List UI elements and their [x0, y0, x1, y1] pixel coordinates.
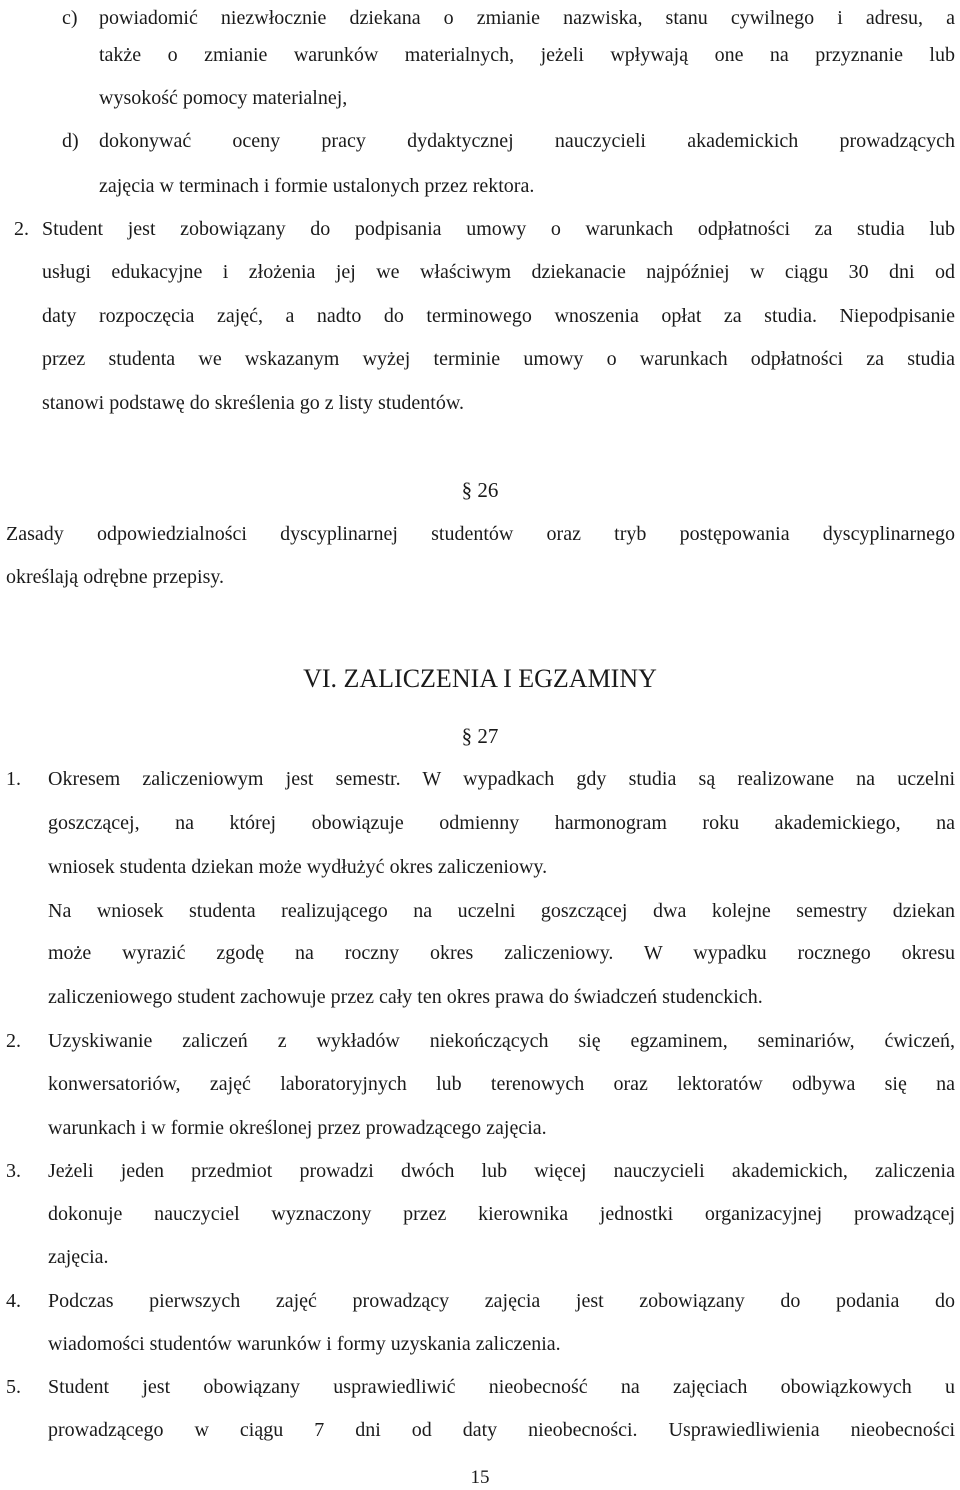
list-marker-3: 3.	[6, 1160, 21, 1182]
item-2-line-5: stanowi podstawę do skreślenia go z listy studentów.	[42, 392, 464, 414]
s27-item-1-line-4: Na wniosek studenta realizującego na uczelni goszczącej dwa kolejne semestry dziekan	[48, 900, 955, 922]
s27-item-3-line-3: zajęcia.	[48, 1246, 109, 1268]
item-d-line-1: dokonywać oceny pracy dydaktycznej nauczycieli akademickich prowadzących	[99, 130, 955, 152]
list-marker-2: 2.	[6, 1030, 21, 1052]
s27-item-1-line-1: Okresem zaliczeniowym jest semestr. W wypadkach gdy studia są realizowane na uczelni	[48, 768, 955, 790]
page-number: 15	[470, 1467, 490, 1488]
list-marker-1: 1.	[6, 768, 21, 790]
item-c-line-2: także o zmianie warunków materialnych, jeżeli wpływają one na przyznanie lub	[99, 44, 955, 66]
item-2-line-4: przez studenta we wskazanym wyżej terminie umowy o warunkach odpłatności za studia	[42, 348, 955, 370]
section-mark-27: § 27	[461, 724, 499, 748]
item-c-line-3: wysokość pomocy materialnej,	[99, 87, 348, 109]
section-26-line-2: określają odrębne przepisy.	[6, 566, 225, 588]
s27-item-3-line-1: Jeżeli jeden przedmiot prowadzi dwóch lub więcej nauczycieli akademickich, zaliczenia	[48, 1160, 955, 1182]
item-2-line-3: daty rozpoczęcia zajęć, a nadto do terminowego wnoszenia opłat za studia. Niepodpisanie	[42, 305, 955, 327]
s27-item-3-line-2: dokonuje nauczyciel wyznaczony przez kierownika jednostki organizacyjnej prowadzącej	[48, 1203, 955, 1225]
s27-item-4-line-1: Podczas pierwszych zajęć prowadzący zajęcia jest zobowiązany do podania do	[48, 1290, 955, 1312]
list-marker-c: c)	[62, 7, 78, 29]
list-marker-5: 5.	[6, 1376, 21, 1398]
item-d-line-2: zajęcia w terminach i formie ustalonych przez rektora.	[99, 175, 535, 197]
s27-item-5-line-2: prowadzącego w ciągu 7 dni od daty nieobecności. Usprawiedliwienia nieobecności	[48, 1419, 955, 1441]
item-2-line-1: Student jest zobowiązany do podpisania umowy o warunkach odpłatności za studia lub	[42, 218, 955, 240]
item-c-line-1: powiadomić niezwłocznie dziekana o zmianie nazwiska, stanu cywilnego i adresu, a	[99, 7, 955, 29]
s27-item-1-line-3: wniosek studenta dziekan może wydłużyć okres zaliczeniowy.	[48, 856, 548, 878]
s27-item-1-line-6: zaliczeniowego student zachowuje przez cały ten okres prawa do świadczeń studenckich.	[48, 986, 763, 1008]
s27-item-5-line-1: Student jest obowiązany usprawiedliwić nieobecność na zajęciach obowiązkowych u	[48, 1376, 955, 1398]
list-marker-d: d)	[62, 130, 79, 152]
s27-item-1-line-5: może wyrazić zgodę na roczny okres zaliczeniowy. W wypadku rocznego okresu	[48, 942, 955, 964]
list-marker-4: 4.	[6, 1290, 21, 1312]
section-26-line-1: Zasady odpowiedzialności dyscyplinarnej studentów oraz tryb postępowania dyscyplinarnego	[6, 523, 955, 545]
list-marker-2-top: 2.	[14, 218, 29, 240]
s27-item-4-line-2: wiadomości studentów warunków i formy uzyskania zaliczenia.	[48, 1333, 561, 1355]
section-mark-26: § 26	[461, 478, 499, 502]
s27-item-2-line-1: Uzyskiwanie zaliczeń z wykładów niekończących się egzaminem, seminariów, ćwiczeń,	[48, 1030, 955, 1052]
chapter-heading: VI. ZALICZENIA I EGZAMINY	[303, 664, 657, 693]
item-2-line-2: usługi edukacyjne i złożenia jej we właściwym dziekanacie najpóźniej w ciągu 30 dni od	[42, 261, 955, 283]
s27-item-2-line-3: warunkach i w formie określonej przez prowadzącego zajęcia.	[48, 1117, 547, 1139]
s27-item-2-line-2: konwersatoriów, zajęć laboratoryjnych lub terenowych oraz lektoratów odbywa się na	[48, 1073, 955, 1095]
s27-item-1-line-2: goszczącej, na której obowiązuje odmienny harmonogram roku akademickiego, na	[48, 812, 955, 834]
